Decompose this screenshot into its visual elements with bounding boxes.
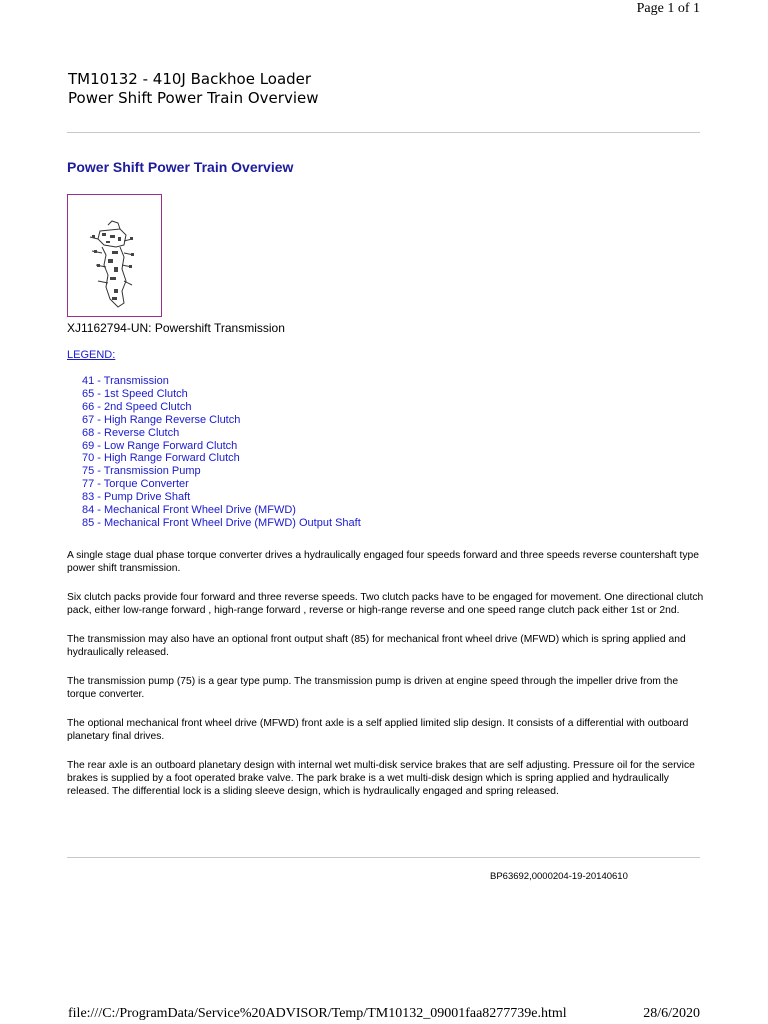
- paragraph: The rear axle is an outboard planetary design with internal wet multi-disk service brakes that are self adjusting. Pressure oil for the service brakes is supplied by a foot operated brake valve. The park brake is a wet multi-disk design which is spring applied and hydraulically released. The differential lock is a sliding sleeve design, which is hydraulically engaged and spring released.: [67, 759, 695, 797]
- legend-item[interactable]: 65 - 1st Speed Clutch: [82, 387, 188, 400]
- document-title: TM10132 - 410J Backhoe Loader: [68, 70, 312, 88]
- legend-list: [82, 375, 361, 530]
- legend-item[interactable]: 66 - 2nd Speed Clutch: [82, 400, 192, 413]
- body-text: [67, 549, 707, 814]
- print-date: 28/6/2020: [643, 1006, 700, 1021]
- legend-link[interactable]: LEGEND:: [67, 349, 116, 361]
- figure-caption: XJ1162794-UN: Powershift Transmission: [67, 321, 285, 335]
- legend-item[interactable]: 84 - Mechanical Front Wheel Drive (MFWD): [82, 504, 296, 517]
- transmission-illustration: [68, 195, 161, 316]
- legend-item[interactable]: 69 - Low Range Forward Clutch: [82, 439, 238, 452]
- legend-item[interactable]: 85 - Mechanical Front Wheel Drive (MFWD) Output Shaft: [82, 516, 361, 529]
- paragraph: The optional mechanical front wheel drive (MFWD) front axle is a self applied limited slip design. It consists of a differential with outboard planetary final drives.: [67, 717, 689, 742]
- paragraph: The transmission may also have an optional front output shaft (85) for mechanical front wheel drive (MFWD) which is spring applied and hydraulically released.: [67, 633, 686, 659]
- paragraph: The transmission pump (75) is a gear type pump. The transmission pump is driven at engine speed through the impeller drive from the torque converter.: [67, 675, 679, 700]
- footer-divider: [67, 857, 700, 858]
- header-divider: [67, 132, 700, 133]
- document-subtitle: Power Shift Power Train Overview: [68, 89, 319, 107]
- section-title: Power Shift Power Train Overview: [67, 159, 294, 175]
- document-header: [68, 70, 318, 108]
- legend-item[interactable]: 41 - Transmission: [82, 375, 169, 387]
- legend-item[interactable]: 83 - Pump Drive Shaft: [82, 491, 191, 504]
- legend-item[interactable]: 75 - Transmission Pump: [82, 465, 201, 478]
- legend-item[interactable]: 67 - High Range Reverse Clutch: [82, 413, 241, 426]
- file-path: file:///C:/ProgramData/Service%20ADVISOR/Temp/TM10132_09001faa8277739e.html: [68, 1006, 567, 1021]
- paragraph: Six clutch packs provide four forward and three reverse speeds. Two clutch packs have to be engaged for movement. One directional clutch pack, either low-range forward , high-range forward , reverse or high-range reverse and one speed range clutch pack either 1st or 2nd.: [67, 591, 704, 617]
- legend-item[interactable]: 68 - Reverse Clutch: [82, 426, 180, 439]
- legend-item[interactable]: 70 - High Range Forward Clutch: [82, 452, 240, 465]
- transmission-figure-thumbnail[interactable]: [67, 194, 162, 317]
- page-number: Page 1 of 1: [636, 1, 700, 16]
- legend-item[interactable]: 77 - Torque Converter: [82, 478, 189, 491]
- paragraph: A single stage dual phase torque converter drives a hydraulically engaged four speeds forward and three speeds reverse countershaft type power shift transmission.: [67, 550, 699, 575]
- document-id: BP63692,0000204-19-20140610: [490, 871, 628, 882]
